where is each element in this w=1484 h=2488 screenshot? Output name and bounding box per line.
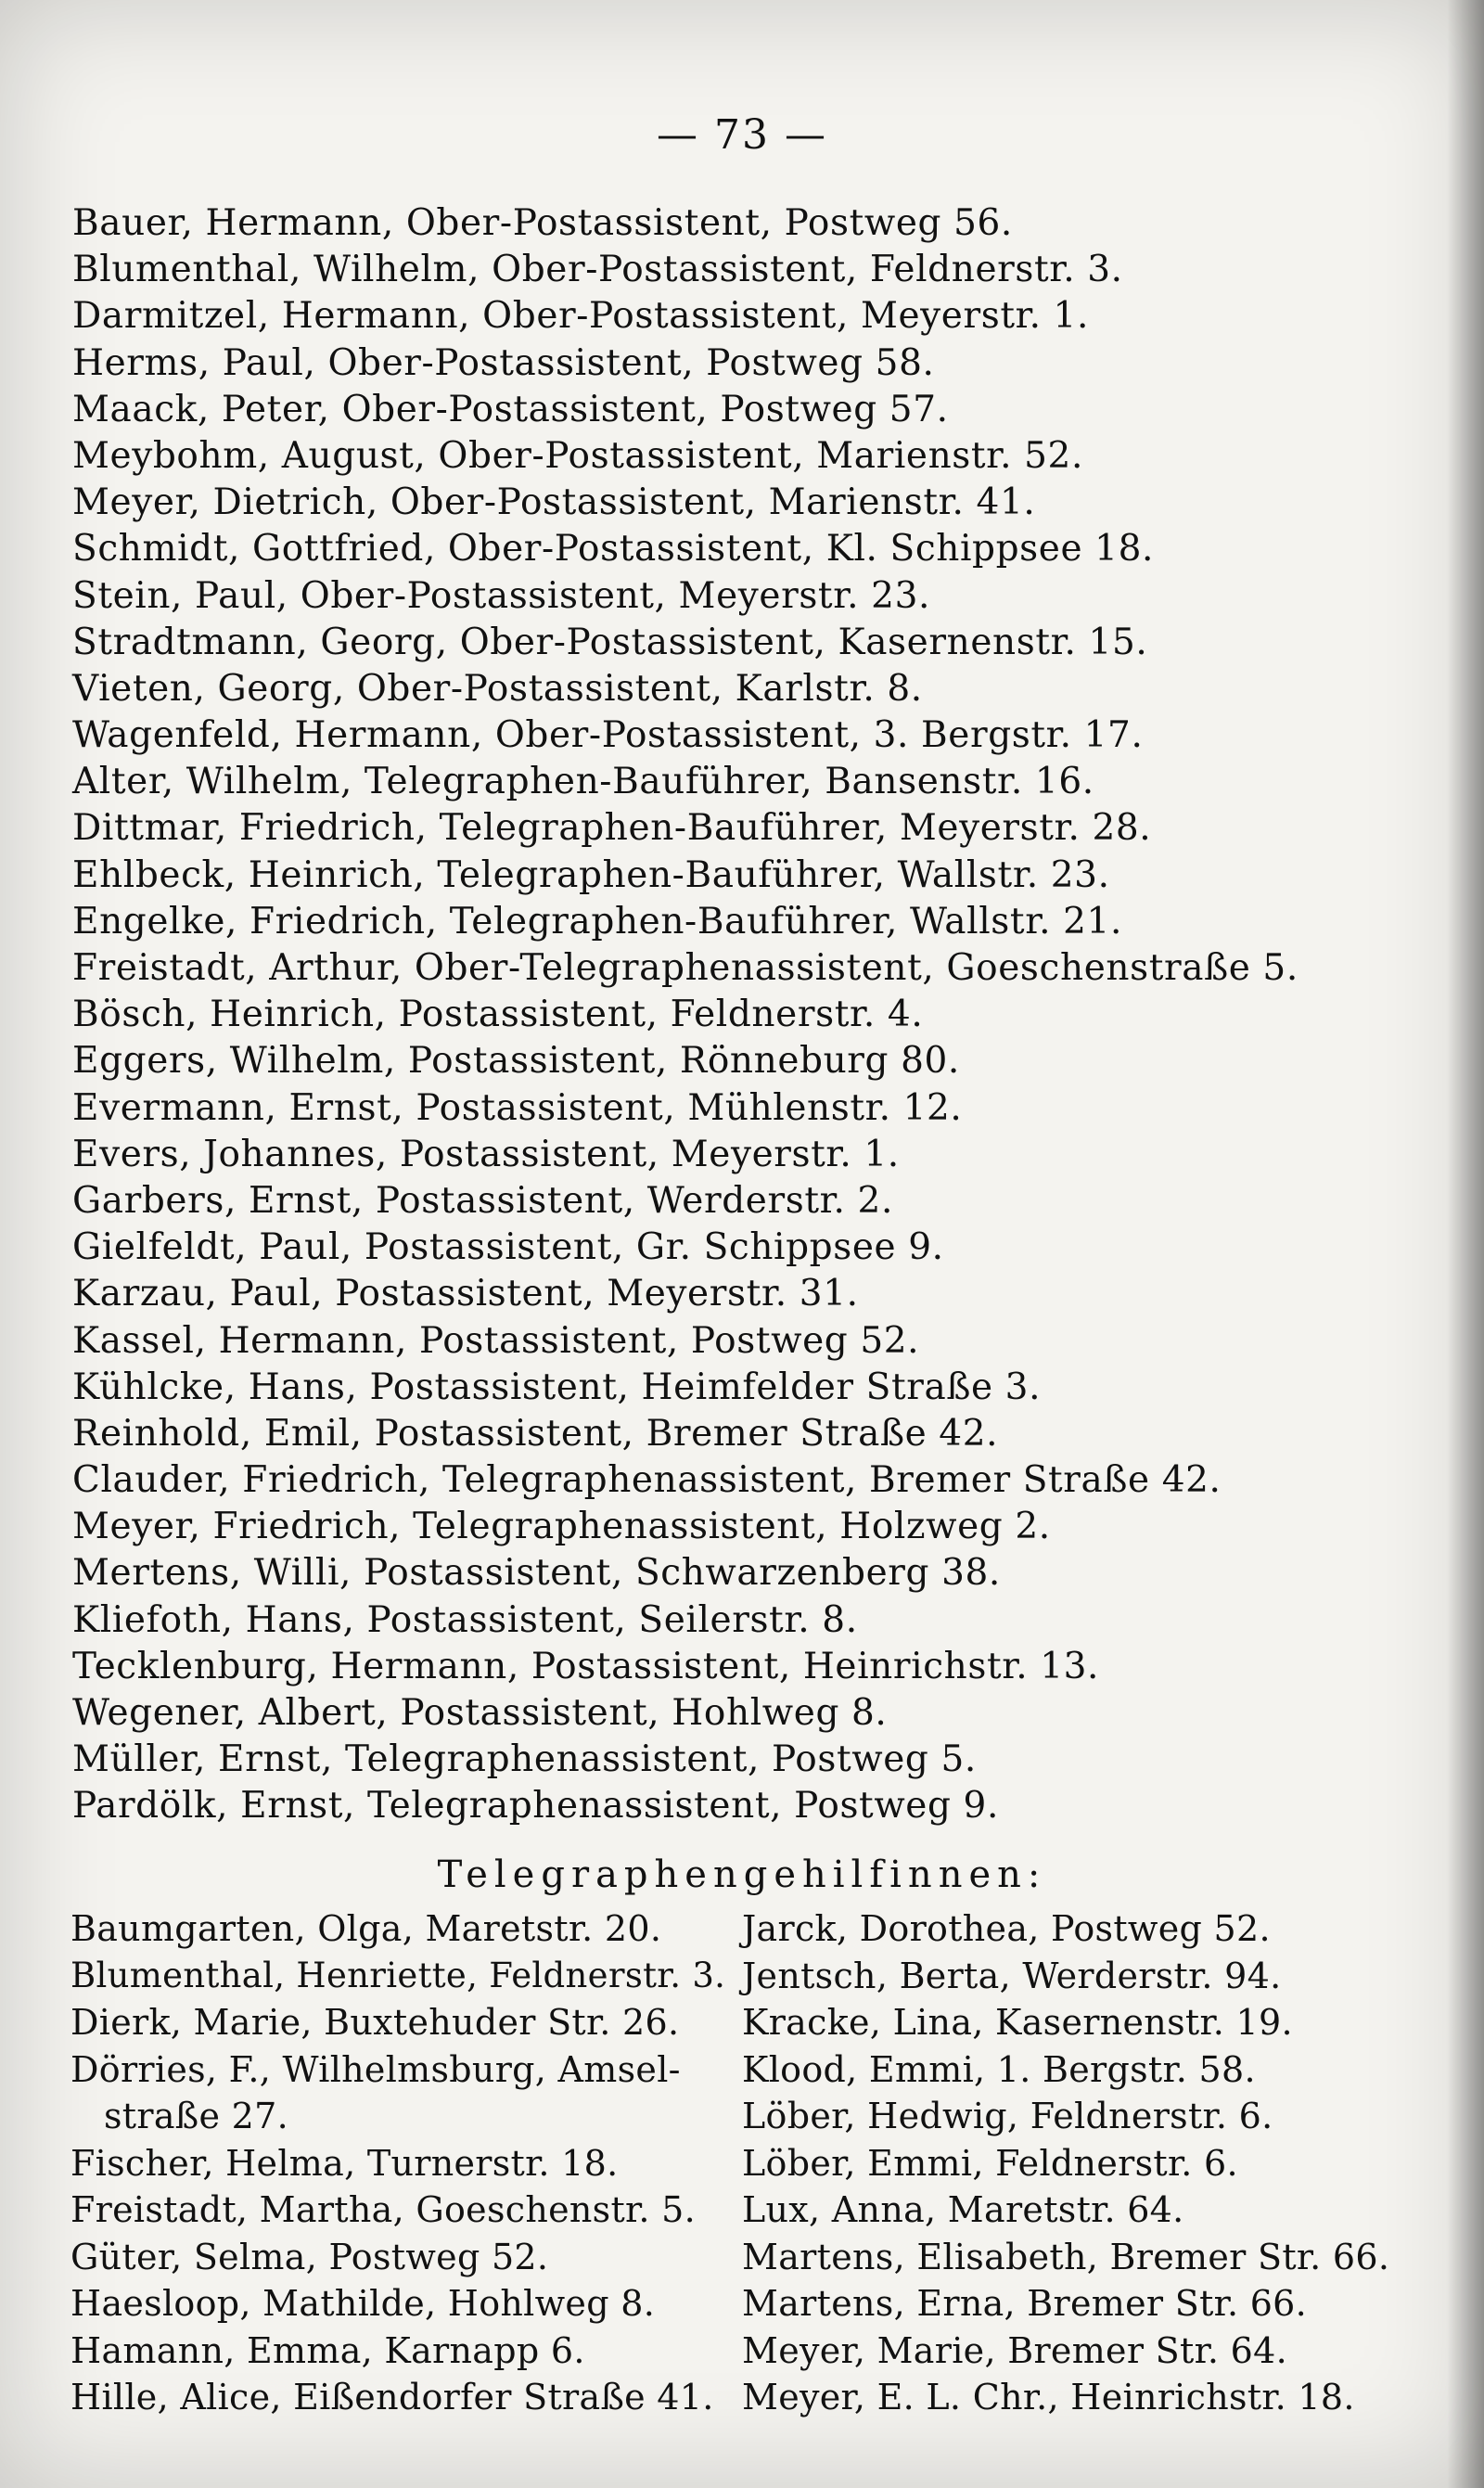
list-item: Vieten, Georg, Ober-Postassistent, Karlstr. 8.: [72, 667, 923, 710]
list-item: Meyer, E. L. Chr., Heinrichstr. 18.: [742, 2377, 1355, 2417]
list-item: Hamann, Emma, Karnapp 6.: [70, 2329, 585, 2371]
list-item: Wegener, Albert, Postassistent, Hohlweg 8.: [72, 1692, 888, 1734]
list-item: Blumenthal, Wilhelm, Ober-Postassistent, Feldnerstr. 3.: [72, 249, 1123, 291]
list-item: Martens, Elisabeth, Bremer Str. 66.: [742, 2236, 1390, 2277]
list-item: Darmitzel, Hermann, Ober-Postassistent, Meyerstr. 1.: [72, 295, 1089, 338]
staff-list: [72, 200, 1408, 1830]
list-item: Baumgarten, Olga, Maretstr. 20.: [70, 1908, 662, 1949]
list-item: Kracke, Lina, Kasernenstr. 19.: [742, 2002, 1293, 2043]
section-heading: Telegraphengehilfinnen:: [437, 1853, 1047, 1896]
list-item: Wagenfeld, Hermann, Ober-Postassistent, 3. Bergstr. 17.: [72, 714, 1144, 757]
list-item: Martens, Erna, Bremer Str. 66.: [742, 2283, 1308, 2324]
list-item: Dörries, F., Wilhelmsburg, Amsel-: [70, 2048, 681, 2090]
list-item: Karzau, Paul, Postassistent, Meyerstr. 31.: [72, 1273, 859, 1315]
list-item: Maack, Peter, Ober-Postassistent, Postweg 57.: [72, 388, 949, 430]
list-item-continuation: straße 27.: [104, 2096, 288, 2136]
list-item: Kliefoth, Hans, Postassistent, Seilerstr. 8.: [72, 1598, 858, 1641]
list-item: Löber, Emmi, Feldnerstr. 6.: [742, 2142, 1238, 2184]
left-column: [70, 1905, 738, 2421]
list-item: Jarck, Dorothea, Postweg 52.: [742, 1908, 1271, 1949]
list-item: Engelke, Friedrich, Telegraphen-Bauführer, Wallstr. 21.: [72, 900, 1122, 943]
list-item: Eggers, Wilhelm, Postassistent, Rönneburg 80.: [72, 1040, 960, 1083]
list-item: Meyer, Marie, Bremer Str. 64.: [742, 2329, 1287, 2371]
list-item: Freistadt, Arthur, Ober-Telegraphenassistent, Goeschenstraße 5.: [72, 947, 1298, 989]
list-item: Meybohm, August, Ober-Postassistent, Marienstr. 52.: [72, 434, 1083, 477]
list-item: Evers, Johannes, Postassistent, Meyerstr. 1.: [72, 1133, 900, 1175]
list-item: Bösch, Heinrich, Postassistent, Feldnerstr. 4.: [72, 994, 924, 1036]
list-item: Gielfeldt, Paul, Postassistent, Gr. Schippsee 9.: [72, 1226, 944, 1269]
list-item: Kühlcke, Hans, Postassistent, Heimfelder Straße 3.: [72, 1366, 1042, 1408]
list-item: Dittmar, Friedrich, Telegraphen-Bauführer, Meyerstr. 28.: [72, 807, 1152, 850]
list-item: Bauer, Hermann, Ober-Postassistent, Postweg 56.: [72, 202, 1013, 244]
page-number: — 73 —: [657, 111, 827, 159]
list-item: Dierk, Marie, Buxtehuder Str. 26.: [70, 2002, 680, 2043]
list-item: Hille, Alice, Eißendorfer Straße 41.: [70, 2377, 714, 2417]
list-item: Klood, Emmi, 1. Bergstr. 58.: [742, 2048, 1256, 2090]
list-item: Meyer, Dietrich, Ober-Postassistent, Marienstr. 41.: [72, 481, 1036, 524]
page-edge-shadow: [1447, 0, 1484, 2488]
list-item: Löber, Hedwig, Feldnerstr. 6.: [742, 2096, 1273, 2136]
list-item: Alter, Wilhelm, Telegraphen-Bauführer, Bansenstr. 16.: [72, 761, 1094, 803]
list-item: Kassel, Hermann, Postassistent, Postweg 52.: [72, 1319, 920, 1362]
list-item: Garbers, Ernst, Postassistent, Werderstr. 2.: [72, 1179, 893, 1222]
list-item: Pardölk, Ernst, Telegraphenassistent, Postweg 9.: [72, 1785, 999, 1828]
list-item: Fischer, Helma, Turnerstr. 18.: [70, 2142, 619, 2184]
list-item: Meyer, Friedrich, Telegraphenassistent, Holzweg 2.: [72, 1506, 1051, 1548]
list-item: Stradtmann, Georg, Ober-Postassistent, Kasernenstr. 15.: [72, 621, 1148, 663]
list-item: Reinhold, Emil, Postassistent, Bremer Straße 42.: [72, 1412, 999, 1455]
list-item: Müller, Ernst, Telegraphenassistent, Postweg 5.: [72, 1738, 977, 1781]
list-item: Clauder, Friedrich, Telegraphenassistent, Bremer Straße 42.: [72, 1459, 1222, 1502]
list-item: Lux, Anna, Maretstr. 64.: [742, 2189, 1184, 2230]
list-item: Jentsch, Berta, Werderstr. 94.: [742, 1955, 1282, 1996]
list-item: Güter, Selma, Postweg 52.: [70, 2236, 549, 2277]
list-item: Blumenthal, Henriette, Feldnerstr. 3.: [70, 1955, 726, 1995]
list-item: Herms, Paul, Ober-Postassistent, Postweg 58.: [72, 341, 935, 384]
list-item: Stein, Paul, Ober-Postassistent, Meyerstr. 23.: [72, 574, 930, 617]
right-column: [742, 1905, 1410, 2421]
list-item: Schmidt, Gottfried, Ober-Postassistent, Kl. Schippsee 18.: [72, 528, 1154, 571]
list-item: Ehlbeck, Heinrich, Telegraphen-Bauführer, Wallstr. 23.: [72, 853, 1110, 896]
list-item: Haesloop, Mathilde, Hohlweg 8.: [70, 2283, 656, 2324]
list-item: Mertens, Willi, Postassistent, Schwarzenberg 38.: [72, 1552, 1001, 1595]
list-item: Evermann, Ernst, Postassistent, Mühlenstr. 12.: [72, 1086, 963, 1129]
list-item: Tecklenburg, Hermann, Postassistent, Heinrichstr. 13.: [72, 1645, 1100, 1687]
list-item: Freistadt, Martha, Goeschenstr. 5.: [70, 2189, 696, 2230]
